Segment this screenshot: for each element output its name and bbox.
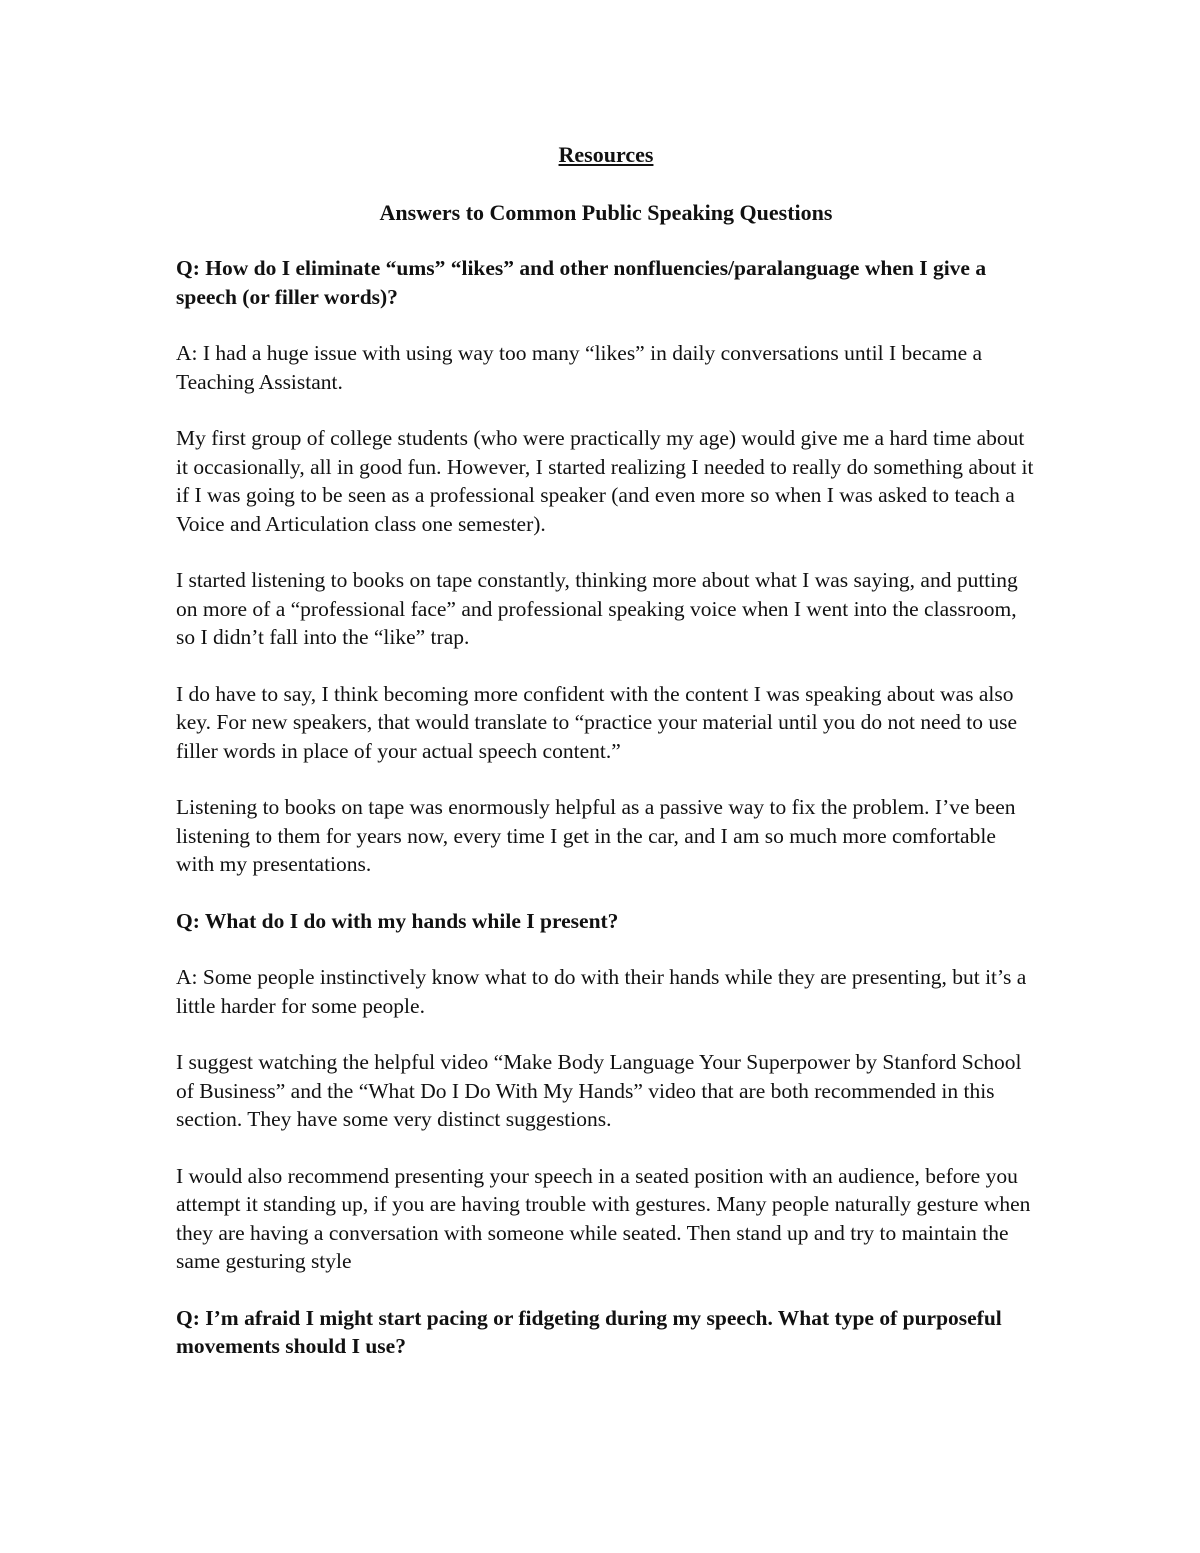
answer-paragraph: A: I had a huge issue with using way too many “likes” in daily conversations until I became a Teaching Assistant. <box>176 341 983 394</box>
answer-paragraph: My first group of college students (who were practically my age) would give me a hard time about it occasionally, all in good fun. However, I started realizing I needed to really do something about it if I was going to be seen as a professional speaker (and even more so when I was asked to teach a Voice and Articulation class one semester). <box>176 426 1034 536</box>
question-paragraph: Q: How do I eliminate “ums” “likes” and other nonfluencies/paralanguage when I give a speech (or filler words)? <box>176 256 987 309</box>
answer-paragraph: Listening to books on tape was enormously helpful as a passive way to fix the problem. I’ve been listening to them for years now, every time I get in the car, and I am so much more comfortable with my presentations. <box>176 795 1016 876</box>
question-paragraph: Q: What do I do with my hands while I present? <box>176 908 619 933</box>
question-paragraph: Q: I’m afraid I might start pacing or fidgeting during my speech. What type of purposeful movements should I use? <box>176 1305 1002 1358</box>
page-subtitle: Answers to Common Public Speaking Questions <box>379 200 833 225</box>
answer-paragraph: A: Some people instinctively know what to do with their hands while they are presenting, but it’s a little harder for some people. <box>176 965 1027 1018</box>
answer-paragraph: I started listening to books on tape constantly, thinking more about what I was saying, and putting on more of a “professional face” and professional speaking voice when I went into the classroom, so I didn’t fall into the “like” trap. <box>176 568 1018 649</box>
page-title: Resources <box>558 142 654 167</box>
answer-paragraph: I would also recommend presenting your speech in a seated position with an audience, before you attempt it standing up, if you are having trouble with gestures. Many people naturally gesture when they are having a conversation with someone while seated. Then stand up and try to maintain the same gesturing style <box>176 1163 1031 1273</box>
answer-paragraph: I do have to say, I think becoming more confident with the content I was speaking about was also key. For new speakers, that would translate to “practice your material until you do not need to use filler words in place of your actual speech content.” <box>176 681 1018 763</box>
answer-paragraph: I suggest watching the helpful video “Make Body Language Your Superpower by Stanford School of Business” and the “What Do I Do With My Hands” video that are both recommended in this section. They have some very distinct suggestions. <box>176 1050 1022 1131</box>
document-body <box>176 140 1036 1389</box>
